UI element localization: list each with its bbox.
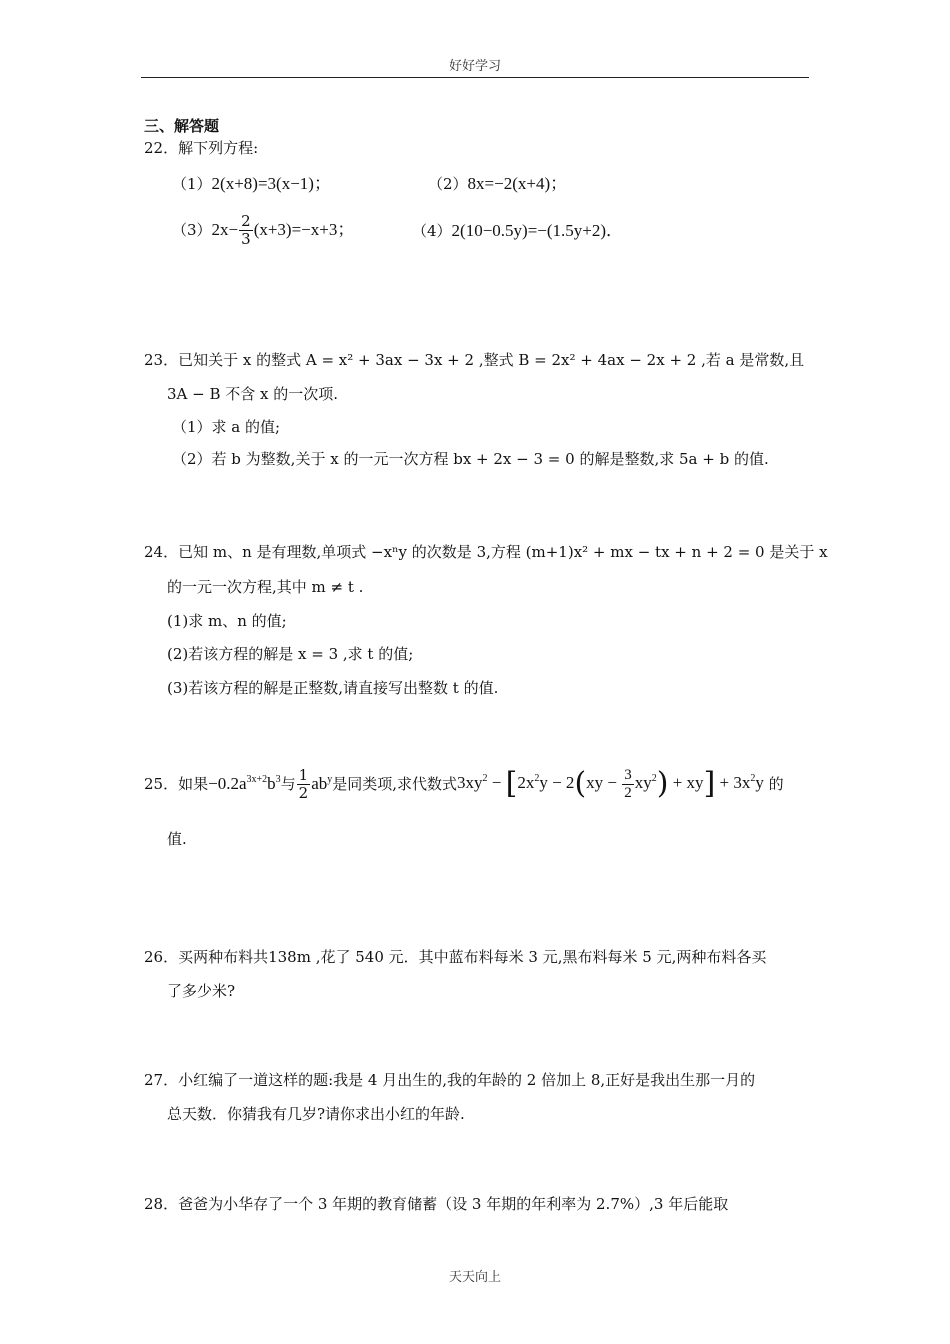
q22-part1-expr: 2(x+8)=3(x−1)；	[211, 174, 331, 193]
q28-line1: 28．爸爸为小华存了一个 3 年期的教育储蓄（设 3 年期的年利率为 2.7%）,3 年后能取	[144, 1195, 729, 1213]
right-paren: )	[656, 766, 669, 801]
q25-monomial2-exp: y	[327, 773, 333, 785]
left-paren: (	[574, 766, 587, 801]
q27-line1: 27．小红编了一道这样的题:我是 4 月出生的,我的年龄的 2 倍加上 8,正好是我出生那一月的	[144, 1071, 756, 1089]
fraction-numerator: 3	[624, 767, 632, 783]
q25-line2: 值.	[167, 830, 187, 848]
page-footer: 天天向上	[448, 1270, 501, 1285]
q25-expr-part: −	[487, 772, 506, 792]
q22-part1-label: （1）	[172, 175, 212, 193]
q22-part1	[172, 175, 331, 192]
fraction-denominator: 3	[241, 229, 251, 248]
q25-expr-part: 3xy	[457, 772, 483, 792]
q22-text: 解下列方程:	[178, 139, 259, 157]
q22-part2-expr: 8x=−2(x+4)；	[467, 174, 568, 193]
fraction-denominator: 2	[624, 784, 632, 801]
q25-line1	[144, 766, 784, 802]
q25-expr-part: + xy	[668, 772, 704, 792]
q26-line1: 26．买两种布料共138m ,花了 540 元．其中蓝布料每米 3 元,黑布料每米 5 元,两种布料各买	[144, 948, 767, 966]
q25-expr-part: xy	[634, 772, 652, 792]
q22-part3	[172, 213, 354, 247]
q22-part4-expr: 2(10−0.5y)=−(1.5y+2)．	[451, 221, 624, 240]
right-bracket: ]	[703, 766, 716, 801]
q26-line2: 了多少米?	[167, 982, 236, 1000]
q25-monomial1-exp1: 3x+2	[246, 773, 268, 785]
q25-text3: 是同类项,求代数式	[332, 775, 458, 793]
q25-expr-part: + 3x	[715, 772, 751, 792]
q22-part2	[428, 175, 567, 192]
fraction-numerator: 2	[241, 212, 251, 230]
q25-text1: 如果	[178, 775, 209, 793]
q25-expr-part: 2x	[517, 772, 535, 792]
q24-part3: (3)若该方程的解是正整数,请直接写出整数 t 的值.	[167, 679, 499, 697]
page-header: 好好学习	[448, 59, 501, 74]
q23-part2: （2）若 b 为整数,关于 x 的一元一次方程 bx + 2x − 3 = 0 的解是整数,求 5a + b 的值.	[172, 450, 769, 468]
q22-part2-label: （2）	[428, 175, 468, 193]
q27-line2: 总天数．你猜我有几岁?请你求出小红的年龄.	[167, 1105, 465, 1123]
q25-expr-part: xy −	[586, 772, 622, 792]
q25-expr-exp: 2	[750, 772, 756, 784]
q25-expression	[457, 766, 764, 801]
section-title: 三、解答题	[144, 117, 220, 135]
q23-part1: （1）求 a 的值;	[172, 418, 281, 436]
q25-expr-part: y	[755, 772, 764, 792]
q25-number: 25．	[144, 775, 179, 793]
q22-part4	[412, 222, 623, 239]
q25-monomial2	[311, 774, 332, 793]
fraction-denominator: 2	[298, 783, 309, 802]
q22-part3-expr-a: 2x−	[211, 219, 239, 239]
q25-monomial1	[208, 774, 281, 793]
q24-line2: 的一元一次方程,其中 m ≠ t .	[167, 578, 364, 596]
q25-text2: 与	[280, 775, 296, 793]
q22-part3-label: （3）	[172, 221, 212, 239]
q22-part3-fraction	[239, 213, 253, 247]
q25-monomial1-b: b	[267, 773, 276, 793]
q25-monomial1-exp2: 3	[275, 773, 281, 785]
left-bracket: [	[505, 766, 518, 801]
q24-part2: (2)若该方程的解是 x = 3 ,求 t 的值;	[167, 645, 414, 663]
q23-line2: 3A − B 不含 x 的一次项.	[167, 385, 339, 403]
header-rule	[141, 77, 809, 78]
fraction-numerator: 1	[298, 766, 309, 784]
q25-three-halves-fraction	[622, 767, 634, 801]
q25-monomial1-a: −0.2a	[208, 773, 247, 793]
q25-expr-exp: 2	[482, 772, 488, 784]
q25-expr-exp: 2	[651, 772, 657, 784]
q25-monomial2-base: ab	[311, 773, 328, 793]
q24-line1: 24．已知 m、n 是有理数,单项式 −xⁿy 的次数是 3,方程 (m+1)x² + mx − tx + n + 2 = 0 是关于 x	[144, 543, 828, 561]
q22-part3-expr-b: (x+3)=−x+3；	[253, 219, 355, 239]
q25-text4: 的	[763, 775, 784, 793]
q22-part4-label: （4）	[412, 222, 452, 240]
q22-stem	[144, 141, 258, 156]
q25-expr-exp: 2	[534, 772, 540, 784]
q25-expr-part: y − 2	[539, 772, 575, 792]
q25-half-fraction	[297, 767, 311, 801]
q23-line1: 23．已知关于 x 的整式 A = x² + 3ax − 3x + 2 ,整式 B = 2x² + 4ax − 2x + 2 ,若 a 是常数,且	[144, 351, 805, 369]
q24-part1: (1)求 m、n 的值;	[167, 612, 287, 630]
q22-number: 22．	[144, 139, 179, 157]
